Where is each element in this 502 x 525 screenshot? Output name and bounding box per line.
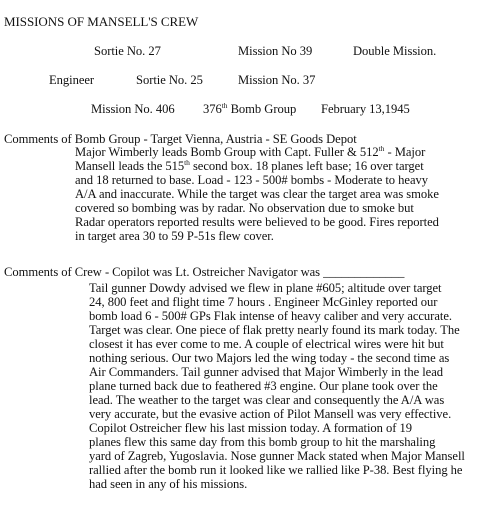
- comment-line: bomb load 6 - 500# GPs Flak intense of heavy caliber and very accurate.: [89, 309, 452, 323]
- comment-line: had seen in any of his missions.: [89, 477, 248, 491]
- comment-line: and 18 returned to base. Load - 123 - 500# bombs - Moderate to heavy: [75, 173, 428, 187]
- comment-line: Air Commanders. Tail gunner advised that Major Wimberly in the lead: [89, 365, 443, 379]
- mission-number: Mission No 39: [238, 44, 313, 58]
- mission-date: February 13,1945: [321, 102, 410, 116]
- comment-line: 24, 800 feet and flight time 7 hours . Engineer McGinley reported our: [89, 295, 438, 309]
- comment-line: Major Wimberly leads Bomb Group with Capt. Fuller & 512th - Major: [75, 143, 426, 159]
- comment-line: Copilot Ostreicher flew his last mission today. A formation of 19: [89, 421, 412, 435]
- comment-line: Mansell leads the 515th second box. 18 planes left base; 16 over target: [75, 157, 424, 173]
- engineer-mission-number: Mission No. 37: [238, 73, 316, 87]
- comment-line: plane turned back due to feathered #3 engine. Our plane took over the: [89, 379, 438, 393]
- crew-comments: [89, 281, 465, 491]
- crew-role: Engineer: [49, 73, 95, 87]
- comment-line: rallied after the bomb run it looked like we rallied like P-38. Best flying he: [89, 463, 463, 477]
- document-title: MISSIONS OF MANSELL'S CREW: [4, 14, 199, 29]
- comment-line: Target was clear. One piece of flak pretty nearly found its mark today. The: [89, 323, 460, 337]
- comment-line: yard of Zagreb, Yugoslavia. Nose gunner Mack stated when Major Mansell: [89, 449, 465, 463]
- bomb-group-comments: [75, 145, 439, 243]
- comment-line: A/A and inaccurate. While the target was clear the target area was smoke: [75, 187, 439, 201]
- comment-line: very accurate, but the evasive action of Pilot Mansell was very effective.: [89, 407, 452, 421]
- group-mission-number: Mission No. 406: [91, 102, 175, 116]
- bomb-group: 376th Bomb Group: [203, 100, 297, 116]
- comment-line: covered so bombing was by radar. No observation due to smoke but: [75, 201, 414, 215]
- sortie-number: Sortie No. 27: [94, 44, 161, 58]
- comment-line: Tail gunner Dowdy advised we flew in plane #605; altitude over target: [89, 281, 442, 295]
- comment-line: nothing serious. Our two Majors led the wing today - the second time as: [89, 351, 450, 365]
- comment-line: planes flew this same day from this bomb group to hit the marshaling: [89, 435, 436, 449]
- crew-heading: Comments of Crew - Copilot was Lt. Ostreicher Navigator was _____________: [4, 265, 405, 279]
- comment-line: closest it has ever come to me. A couple of electrical wires were hit but: [89, 337, 444, 351]
- comment-line: in target area 30 to 59 P-51s flew cover.: [75, 229, 274, 243]
- mission-note: Double Mission.: [353, 44, 437, 58]
- bomb-group-heading: Comments of Bomb Group - Target Vienna, Austria - SE Goods Depot: [4, 132, 357, 146]
- engineer-sortie-number: Sortie No. 25: [136, 73, 203, 87]
- comment-line: lead. The weather to the target was clear and consequently the A/A was: [89, 393, 445, 407]
- comment-line: Radar operators reported results were believed to be good. Fires reported: [75, 215, 439, 229]
